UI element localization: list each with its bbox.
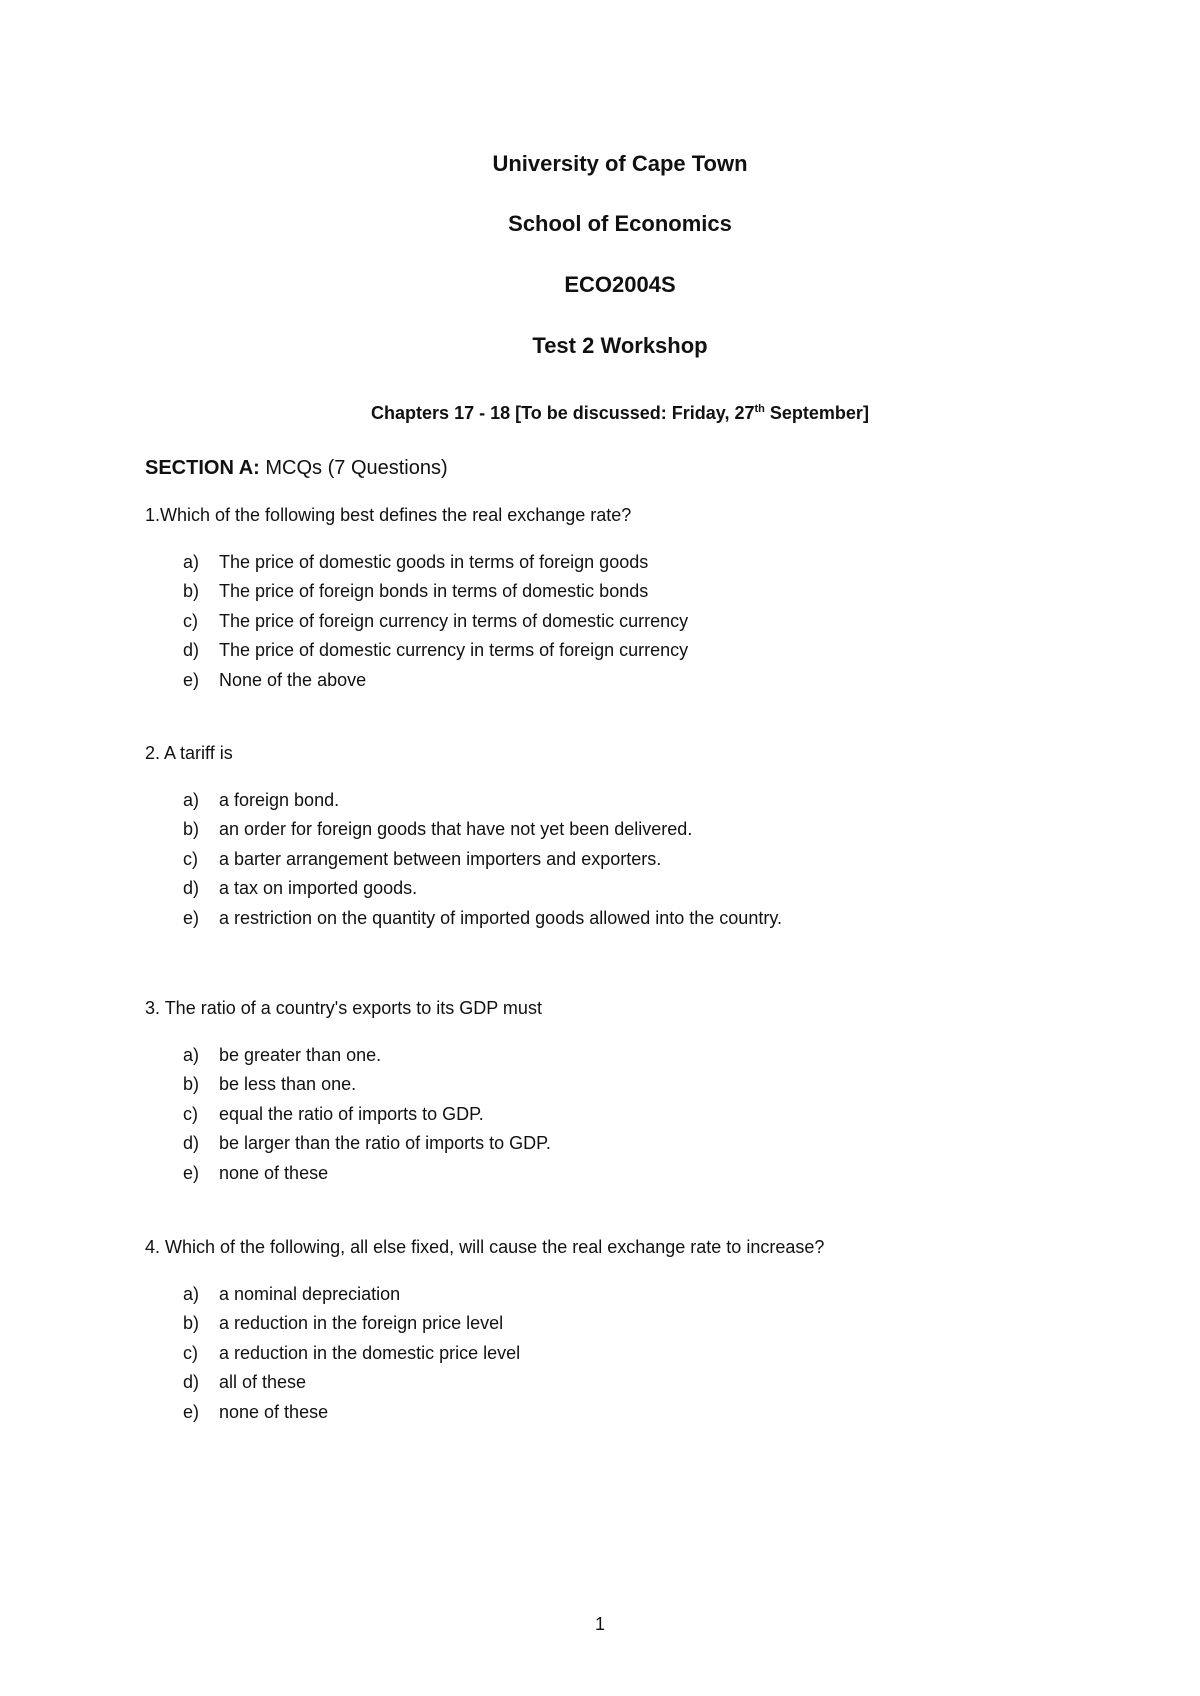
option-text: a reduction in the domestic price level bbox=[219, 1342, 521, 1363]
option-text: be larger than the ratio of imports to GDP. bbox=[219, 1133, 551, 1154]
option-text: The price of foreign currency in terms of domestic currency bbox=[219, 610, 689, 631]
option-text: none of these bbox=[219, 1162, 329, 1183]
option bbox=[183, 548, 688, 577]
option-letter: d) bbox=[183, 1372, 200, 1393]
option-letter: a) bbox=[183, 790, 200, 810]
option-text: a nominal depreciation bbox=[219, 1284, 401, 1304]
option-letter: b) bbox=[183, 1313, 200, 1334]
option-text: all of these bbox=[219, 1372, 307, 1393]
question-4-text: 4. Which of the following, all else fixed, will cause the real exchange rate to increase? bbox=[145, 1237, 825, 1257]
option bbox=[183, 1159, 551, 1188]
option bbox=[183, 874, 782, 903]
document-title: Test 2 Workshop bbox=[532, 333, 708, 358]
option bbox=[183, 1070, 551, 1099]
option-letter: d) bbox=[183, 640, 200, 661]
school-heading: School of Economics bbox=[508, 211, 732, 236]
chapters-text: Chapters 17 - 18 [To be discussed: Friday, 27 bbox=[371, 403, 755, 423]
option-letter: a) bbox=[183, 1284, 200, 1304]
option bbox=[183, 607, 688, 636]
option bbox=[183, 636, 688, 665]
question-3-options bbox=[183, 1041, 551, 1188]
university-heading: University of Cape Town bbox=[492, 151, 748, 176]
question-1-text: 1.Which of the following best defines the real exchange rate? bbox=[145, 505, 632, 525]
date-ordinal-suffix: th bbox=[754, 403, 765, 415]
option-text: none of these bbox=[219, 1401, 329, 1422]
option-letter: e) bbox=[183, 1401, 200, 1422]
option-letter: c) bbox=[183, 848, 198, 869]
option-text: a restriction on the quantity of imported goods allowed into the country. bbox=[219, 907, 782, 928]
option-letter: b) bbox=[183, 581, 200, 602]
section-description: MCQs (7 Questions) bbox=[259, 457, 448, 479]
option bbox=[183, 845, 782, 874]
option-text: a reduction in the foreign price level bbox=[219, 1313, 504, 1334]
option-letter: a) bbox=[183, 552, 200, 572]
option bbox=[183, 1100, 551, 1129]
option-text: None of the above bbox=[219, 669, 367, 690]
option bbox=[183, 1129, 551, 1158]
question-2-options bbox=[183, 786, 782, 933]
option-text: be less than one. bbox=[219, 1074, 357, 1095]
option-text: equal the ratio of imports to GDP. bbox=[219, 1103, 484, 1124]
option-letter: b) bbox=[183, 1074, 200, 1095]
question-1-options bbox=[183, 548, 688, 695]
option-text: The price of domestic currency in terms of foreign currency bbox=[219, 640, 689, 661]
option bbox=[183, 1041, 551, 1070]
section-label: SECTION A: bbox=[145, 457, 260, 479]
option bbox=[183, 786, 782, 815]
option-text: a barter arrangement between importers and exporters. bbox=[219, 848, 662, 869]
chapters-text-end: September] bbox=[764, 403, 869, 423]
option bbox=[183, 1309, 520, 1338]
option bbox=[183, 577, 688, 606]
option-letter: e) bbox=[183, 907, 200, 928]
section-heading bbox=[145, 457, 448, 480]
option-letter: b) bbox=[183, 819, 200, 840]
option-letter: d) bbox=[183, 1133, 200, 1154]
option bbox=[183, 904, 782, 933]
option-text: The price of domestic goods in terms of foreign goods bbox=[219, 552, 649, 572]
option bbox=[183, 666, 688, 695]
option-text: be greater than one. bbox=[219, 1045, 382, 1065]
option-text: a foreign bond. bbox=[219, 790, 340, 810]
option-letter: c) bbox=[183, 1342, 198, 1363]
option-letter: e) bbox=[183, 669, 200, 690]
option-letter: c) bbox=[183, 610, 198, 631]
option-letter: c) bbox=[183, 1103, 198, 1124]
option-letter: d) bbox=[183, 878, 200, 899]
option bbox=[183, 1339, 520, 1368]
option-text: The price of foreign bonds in terms of domestic bonds bbox=[219, 581, 649, 602]
page-number: 1 bbox=[594, 1614, 605, 1634]
option-letter: e) bbox=[183, 1162, 200, 1183]
option-letter: a) bbox=[183, 1045, 200, 1065]
option bbox=[183, 1398, 520, 1427]
option-text: a tax on imported goods. bbox=[219, 878, 418, 899]
option bbox=[183, 1368, 520, 1397]
option bbox=[183, 1280, 520, 1309]
question-2-text: 2. A tariff is bbox=[145, 743, 233, 763]
course-code: ECO2004S bbox=[564, 272, 676, 297]
question-3-text: 3. The ratio of a country's exports to its GDP must bbox=[145, 998, 542, 1018]
option-text: an order for foreign goods that have not yet been delivered. bbox=[219, 819, 693, 840]
chapters-line bbox=[0, 403, 1200, 424]
option bbox=[183, 815, 782, 844]
question-4-options bbox=[183, 1280, 520, 1427]
